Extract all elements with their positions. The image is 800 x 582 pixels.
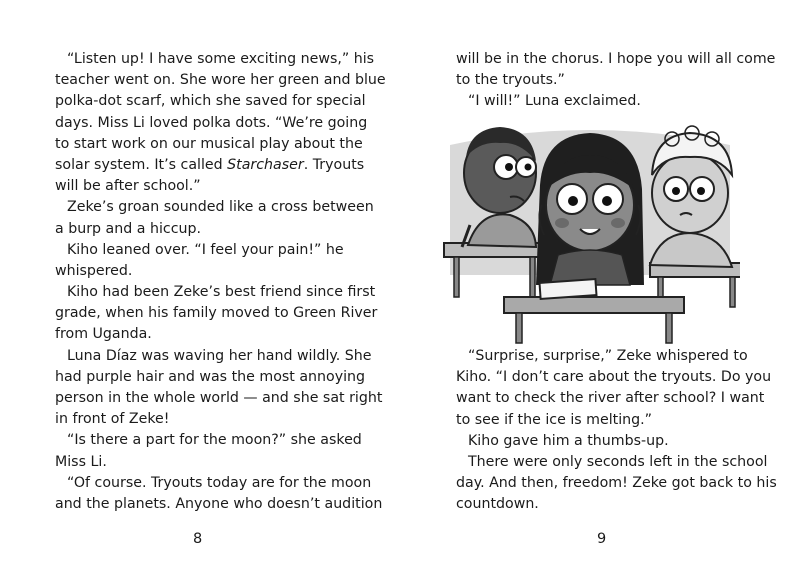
text-line: in front of Zeke! <box>55 411 170 428</box>
text-line: Kiho. “I don’t care about the tryouts. Do you <box>456 369 772 386</box>
text-line: and the planets. Anyone who doesn’t audition <box>55 495 383 512</box>
text-line: will be in the chorus. I hope you will all come <box>456 51 776 67</box>
text-line: whispered. <box>55 262 133 279</box>
text-line: a burp and a hiccup. <box>55 220 201 237</box>
right-page-text-top <box>456 49 776 113</box>
text-line: Luna Díaz was waving her hand wildly. She <box>67 347 372 364</box>
girl-center-character <box>536 133 644 285</box>
text-line: day. And then, freedom! Zeke got back to his <box>456 475 777 492</box>
classroom-illustration <box>440 105 740 345</box>
text-line: “Of course. Tryouts today are for the moon <box>67 474 372 491</box>
text-line: There were only seconds left in the school <box>468 453 768 470</box>
right-page-text-bottom <box>456 346 777 516</box>
text-line: person in the whole world — and she sat right <box>55 390 383 406</box>
boy-right-character <box>650 126 732 267</box>
text-line: countdown. <box>456 496 539 513</box>
text-line: Miss Li. <box>55 453 107 470</box>
text-line: to the tryouts.” <box>456 72 565 89</box>
text-line: Zeke’s groan sounded like a cross between <box>67 199 374 216</box>
text-line: “Surprise, surprise,” Zeke whispered to <box>468 348 748 364</box>
text-line: to start work on our musical play about the <box>55 135 363 152</box>
text-line: “Is there a part for the moon?” she asked <box>67 432 362 449</box>
text-line: polka-dot scarf, which she saved for special <box>55 93 366 110</box>
text-line: will be after school.” <box>55 178 201 195</box>
page-number-left: 8 <box>193 531 203 547</box>
text-line: “Listen up! I have some exciting news,” his <box>67 51 375 67</box>
text-line: from Uganda. <box>55 326 152 343</box>
text-line: to see if the ice is melting.” <box>456 411 653 428</box>
text-line: Kiho leaned over. “I feel your pain!” he <box>67 241 344 258</box>
text-line: grade, when his family moved to Green River <box>55 305 378 322</box>
text-line: days. Miss Li loved polka dots. “We’re going <box>55 114 368 131</box>
text-line: Kiho had been Zeke’s best friend since first <box>67 284 376 301</box>
text-line: solar system. It’s called Starchaser. Tryouts <box>55 156 365 173</box>
text-line: Kiho gave him a thumbs-up. <box>468 432 669 449</box>
text-line: want to check the river after school? I want <box>456 390 765 407</box>
page-number-right: 9 <box>597 531 607 547</box>
text-line: teacher went on. She wore her green and blue <box>55 72 386 89</box>
left-page-text <box>55 49 386 515</box>
text-line: had purple hair and was the most annoying <box>55 368 366 385</box>
text-line: “I will!” Luna exclaimed. <box>468 93 641 110</box>
right-page <box>400 0 800 582</box>
